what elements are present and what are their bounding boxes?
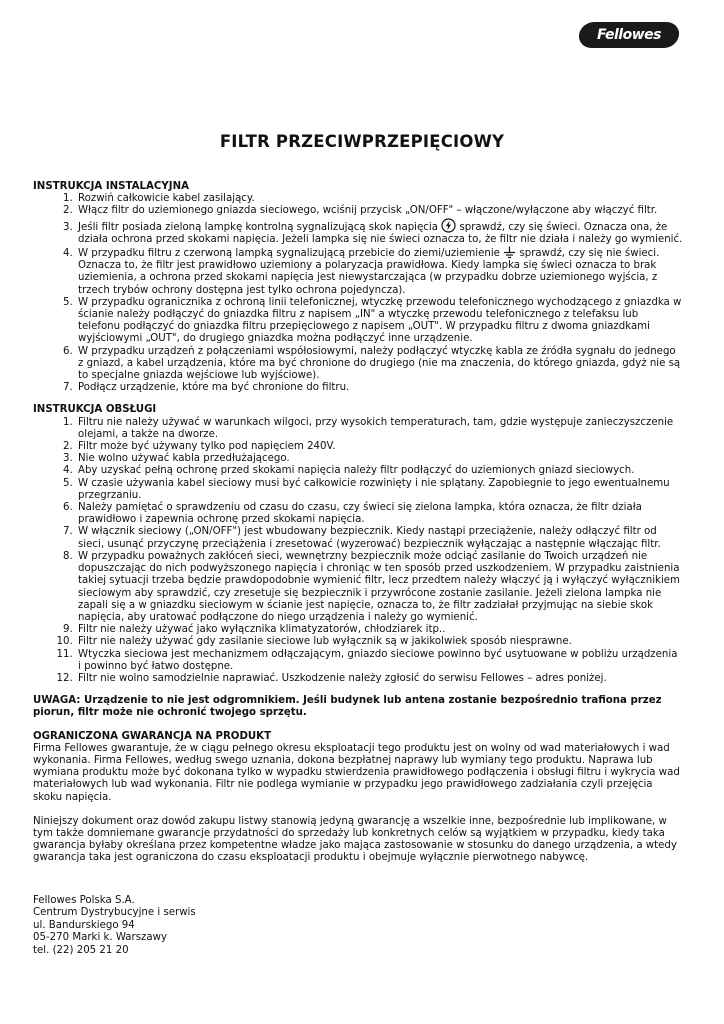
address-line: tel. (22) 205 21 20 xyxy=(33,944,129,956)
list-item: 6. Należy pamiętać o sprawdzeniu od czasu do czasu, czy świeci się zielona lampka, która oznacza, że filtr działa prawidłowo i zapewnia ochronę przed skokami napięcia. xyxy=(76,502,683,526)
address-line: 05-270 Marki k. Warszawy xyxy=(33,932,167,944)
list-item: 5. W przypadku ogranicznika z ochroną linii telefonicznej, wtyczkę przewodu telefonicznego wychodzącego z gniazdka w ścianie należy podłączyć do gniazdka filtru z napisem „IN" a wtyczkę przewodu telefonicznego z telefaksu lub telefonu podłączyć do gniazdka filtru przepięciowego z napisem „OUT". W przypadku filtru z dwoma gniazdkami wyjściowymi „OUT", do drugiego gniazdka można podłączyć inne urządzenie. xyxy=(76,297,683,346)
usage-list xyxy=(33,417,683,685)
page-title: FILTR PRZECIWPRZEPIĘCIOWY xyxy=(219,132,505,151)
list-item: 11. Wtyczka sieciowa jest mechanizmem odłączającym, gniazdo sieciowe powinno być usytuowane w pobliżu urządzenia i powinno być łatwo dostępne. xyxy=(76,649,683,673)
logo-text: Fellowes xyxy=(597,27,661,43)
list-item xyxy=(76,246,683,297)
address-line: Centrum Dystrybucyjne i serwis xyxy=(33,907,196,919)
list-item: 7. Podłącz urządzenie, które ma być chronione do filtru. xyxy=(76,382,683,394)
list-item: 2. Włącz filtr do uziemionego gniazda sieciowego, wciśnij przycisk „ON/OFF" – włączone/wyłączone aby włączyć filtr. xyxy=(76,205,683,217)
list-item: 6. W przypadku urządzeń z połączeniami współosiowymi, należy podłączyć wtyczkę kabla ze źródła sygnału do jednego z gniazd, a kabel urządzenia, które ma być chronione do drugiego (nie ma znaczenia, do którego gniazda, gdyż nie są to specjalne gniazda wejściowe lub wyjściowe). xyxy=(76,346,683,383)
guarantee-paragraph-1: Firma Fellowes gwarantuje, że w ciągu pełnego okresu eksploatacji tego produktu jest on wolny od wad materiałowych i wad wykonania. Firma Fellowes, według swego uznania, dokona bezpłatnej naprawy lub wymiany tego produktu. Naprawa lub wymiana produktu może być dokonana tylko w wypadku stwierdzenia prawidłowego podłączenia i obsługi filtru i wykrycia wad materiałowych lub wad wykonania. Filtr nie podlega wymianie w przypadku jego prawidłowego zadziałania czyli przejęcia skoku napięcia. xyxy=(33,742,680,803)
list-item xyxy=(76,218,683,246)
list-item: 12. Filtr nie wolno samodzielnie naprawiać. Uszkodzenie należy zgłosić do serwisu Fellowes – adres poniżej. xyxy=(76,673,683,685)
list-item: 1. Rozwiń całkowicie kabel zasilający. xyxy=(76,193,683,205)
fellowes-logo xyxy=(578,22,681,48)
list-item: 9. Filtr nie należy używać jako wyłącznika klimatyzatorów, chłodziarek itp.. xyxy=(76,624,683,636)
list-item-text: W przypadku filtru z czerwoną lampką sygnalizującą przebicie do ziemi/uziemienie xyxy=(78,248,500,260)
address-block xyxy=(33,895,683,958)
lightning-icon xyxy=(441,218,456,233)
list-item: 8. W przypadku poważnych zakłóceń sieci, wewnętrzny bezpiecznik może odciąć zasilanie do Twoich urządzeń nie dopuszczając do nich podwyższonego napięcia i chroniąc w ten sposób przed uszkodzeniem. W przypadku zaistnienia takiej sytuacji trzeba będzie prawdopodobnie wymienić filtr, lecz przedtem należy włączyć ją i wyłączyć wyłącznikiem sieciowym aby sprawdzić, czy zresetuje się bezpiecznik i przywrócone zostanie zasilanie. Jeżeli zielona lampka nie zapali się a w gniazdku sieciowym w ścianie jest napięcie, oznacza to, że filtr zadziałał przyjmując na siebie skok napięcia, aby uratować podłączone do niego urządzenia i należy go wymienić. xyxy=(76,551,683,624)
list-item: 2. Filtr może być używany tylko pod napięciem 240V. xyxy=(76,441,683,453)
document-body xyxy=(33,181,683,958)
list-item-text: sprawdź, czy się nie świeci. Oznacza to, że filtr jest prawidłowo uziemiony a polaryzacja prawidłowa. Kiedy lampka się świeci oznacza to brak uziemienia, a ochrona przed skokami napięcia jest niewystarczająca (w przypadku dobrze uziemionego wyjścia, z trzech trybów ochrony dostępna jest tylko ochrona pojedyncza). xyxy=(78,248,660,296)
address-line: Fellowes Polska S.A. xyxy=(33,894,135,906)
list-item: 10. Filtr nie należy używać gdy zasilanie sieciowe lub wyłącznik są w jakikolwiek sposób niesprawne. xyxy=(76,636,683,648)
list-item: 1. Filtru nie należy używać w warunkach wilgoci, przy wysokich temperaturach, tam, gdzie występuje zanieczyszczenie olejami, a także na dworze. xyxy=(76,417,683,441)
guarantee-heading: OGRANICZONA GWARANCJA NA PRODUKT xyxy=(33,730,272,742)
install-heading: INSTRUKCJA INSTALACYJNA xyxy=(33,181,189,192)
list-item-text: Jeśli filtr posiada zieloną lampkę kontrolną sygnalizującą skok napięcia xyxy=(78,221,438,233)
guarantee-paragraph-2: Niniejszy dokument oraz dowód zakupu listwy stanowią jedyną gwarancję a wszelkie inne, bezpośrednie lub implikowane, w tym także domniemane gwarancje przydatności do sprzedaży lub konkretnych celów są wyjątkiem w przypadku, kiedy taka gwarancja byłaby określana przez kompetentne władze jako mająca zastosowanie w stosunku do danego urządzenia, a wtedy gwarancja taka jest ograniczona do czasu eksploatacji produktu i obejmuje wyłącznie pierwotnego nabywcę. xyxy=(33,815,677,864)
list-item-text: sprawdź, czy się świeci. Oznacza ona, że działa ochrona przed skokami napięcia. Jeżeli lampka się nie świeci oznacza to, że filtr nie działa i należy go wymienić. xyxy=(78,221,683,245)
list-item: 3. Nie wolno używać kabla przedłużającego. xyxy=(76,453,683,465)
usage-heading: INSTRUKCJA OBSŁUGI xyxy=(33,404,157,416)
warning-text: UWAGA: Urządzenie to nie jest odgromnikiem. Jeśli budynek lub antena zostanie bezpośrednio trafiona przez piorun, filtr może nie ochronić twojego sprzętu. xyxy=(33,695,662,719)
list-item: 7. W włącznik sieciowy („ON/OFF") jest wbudowany bezpiecznik. Kiedy nastąpi przeciążenie, należy odłączyć filtr od sieci, usunąć przyczynę przeciążenia i zresetować (wyzerować) bezpiecznik wyłączając a następnie włączając filtr. xyxy=(76,526,683,550)
address-line: ul. Bandurskiego 94 xyxy=(33,919,135,931)
install-list xyxy=(33,193,683,394)
list-item: 4. Aby uzyskać pełną ochronę przed skokami napięcia należy filtr podłączyć do uziemionych gniazd sieciowych. xyxy=(76,465,683,477)
ground-icon xyxy=(503,246,516,259)
list-item: 5. W czasie używania kabel sieciowy musi być całkowicie rozwinięty i nie splątany. Zapobiegnie to jego ewentualnemu przegrzaniu. xyxy=(76,478,683,502)
